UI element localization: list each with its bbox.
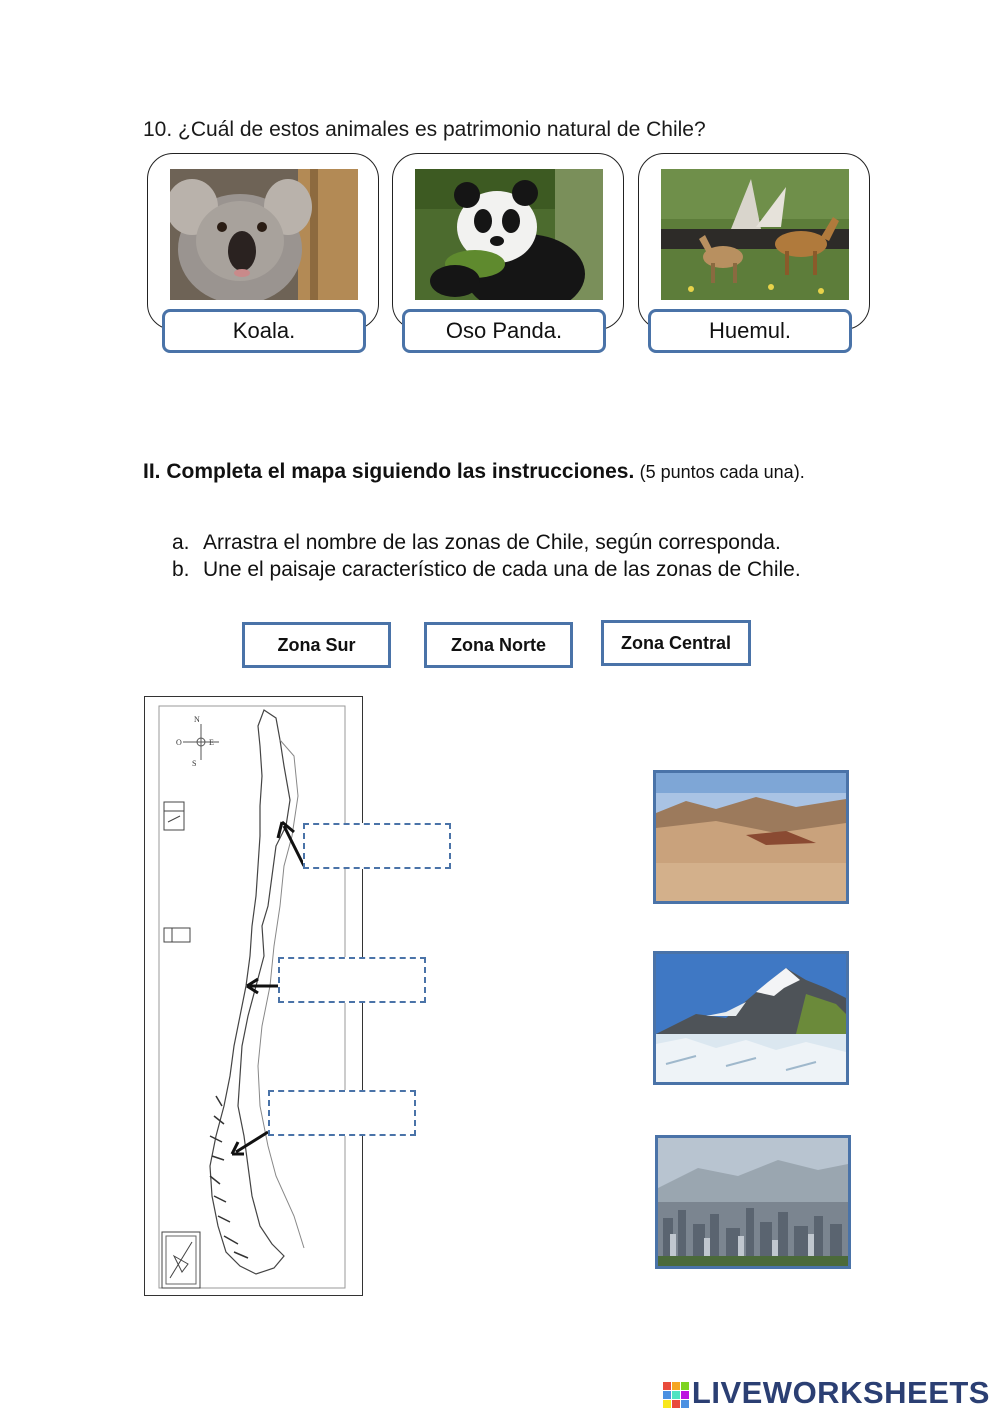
glacier-landscape-photo[interactable] [653, 951, 849, 1085]
city-landscape-photo[interactable] [655, 1135, 851, 1269]
zone-central-chip[interactable]: Zona Central [601, 620, 751, 666]
option-card-koala [147, 153, 379, 330]
liveworksheets-wordmark: LIVEWORKSHEETS [691, 1375, 990, 1410]
section-2-title: II. Completa el mapa siguiendo las instrucciones. [143, 460, 635, 483]
option-card-huemul [638, 153, 870, 330]
desert-landscape-photo[interactable] [653, 770, 849, 904]
dropbox-central[interactable] [278, 957, 426, 1003]
huemul-photo [661, 169, 849, 300]
answer-koala[interactable]: Koala. [162, 309, 366, 353]
liveworksheets-brand [663, 1375, 990, 1411]
instruction-marker-a: a. [172, 531, 190, 554]
zone-sur-chip[interactable]: Zona Sur [242, 622, 391, 668]
compass-o: O [176, 738, 182, 747]
koala-photo [170, 169, 358, 300]
panda-photo [415, 169, 603, 300]
answer-oso-panda[interactable]: Oso Panda. [402, 309, 606, 353]
section-2-points: (5 puntos cada una). [639, 462, 805, 482]
question-10-title: 10. ¿Cuál de estos animales es patrimonio natural de Chile? [143, 118, 706, 141]
option-card-panda [392, 153, 624, 330]
instruction-b: Une el paisaje característico de cada una de las zonas de Chile. [203, 558, 801, 581]
section-2-heading [143, 460, 863, 485]
zone-norte-chip[interactable]: Zona Norte [424, 622, 573, 668]
answer-huemul[interactable]: Huemul. [648, 309, 852, 353]
compass-s: S [192, 759, 197, 768]
liveworksheets-logo-icon [663, 1380, 689, 1406]
compass-e: E [209, 738, 214, 747]
dropbox-norte[interactable] [303, 823, 451, 869]
dropbox-sur[interactable] [268, 1090, 416, 1136]
instruction-marker-b: b. [172, 558, 190, 581]
compass-n: N [194, 715, 200, 724]
instruction-a: Arrastra el nombre de las zonas de Chile, según corresponda. [203, 531, 781, 554]
